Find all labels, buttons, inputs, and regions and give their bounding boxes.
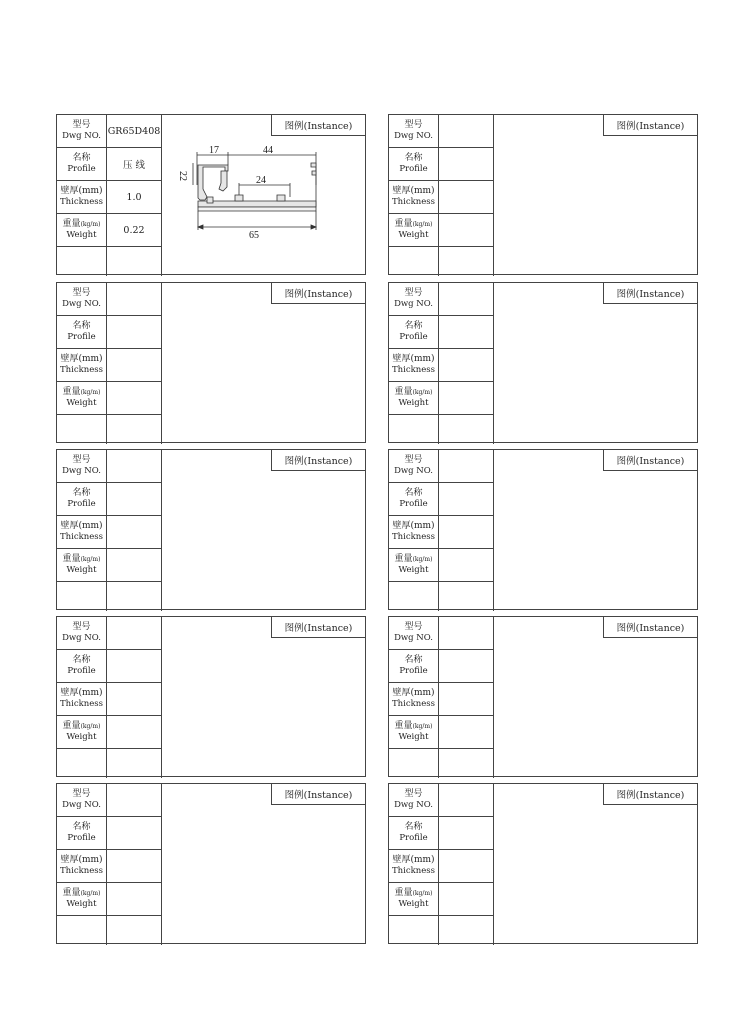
thickness-label [57,850,107,883]
weight-unit: (kg/m) [80,723,101,730]
thickness-label [389,349,439,382]
weight-value [107,716,162,749]
thickness-value [107,516,162,549]
weight-label [389,214,439,247]
profile-label-en: Profile [67,332,96,342]
weight-unit: (kg/m) [412,389,433,396]
thickness-label-cn: 壁厚 [60,521,79,531]
profile-label-cn: 名称 [72,655,91,665]
weight-value [107,549,162,582]
profile-label-en: Profile [67,666,96,676]
profile-label-cn: 名称 [72,321,91,331]
profile-card [388,282,698,443]
instance-header: 图例(Instance) [271,115,365,136]
profile-label-en: Profile [67,164,96,174]
weight-label-cn: 重量 [62,219,81,229]
profile-card [56,616,366,777]
instance-header: 图例(Instance) [603,450,697,471]
profile-cross-section-drawing [167,145,317,250]
weight-label-en: Weight [398,565,429,575]
instance-header: 图例(Instance) [271,450,365,471]
weight-value [107,883,162,916]
dwg-value [107,784,162,817]
profile-label [389,316,439,349]
weight-label [57,883,107,916]
dwg-label-en: Dwg NO. [62,131,101,141]
weight-label-en: Weight [66,899,97,909]
weight-unit: (kg/m) [412,556,433,563]
profile-card [56,282,366,443]
blank-label-cell [389,749,439,778]
profile-label-cn: 名称 [404,655,423,665]
weight-value: 0.22 [107,214,162,247]
profile-card [388,114,698,275]
dwg-label [57,450,107,483]
weight-label [389,549,439,582]
dwg-label-en: Dwg NO. [62,633,101,643]
dwg-label-en: Dwg NO. [394,633,433,643]
instance-header: 图例(Instance) [271,784,365,805]
weight-label-cn: 重量 [62,721,81,731]
profile-label [389,650,439,683]
profile-label [389,817,439,850]
blank-value-cell [439,415,494,444]
weight-label-cn: 重量 [394,721,413,731]
dim-44: 44 [263,145,273,156]
weight-label-cn: 重量 [394,387,413,397]
dwg-label [57,283,107,316]
profile-label-en: Profile [399,164,428,174]
instance-header: 图例(Instance) [603,283,697,304]
instance-header: 图例(Instance) [603,617,697,638]
weight-label-en: Weight [66,398,97,408]
profile-label-en: Profile [67,833,96,843]
blank-label-cell [57,582,107,611]
dwg-label [389,115,439,148]
dim-17: 17 [209,145,219,156]
profile-value [439,650,494,683]
profile-label-cn: 名称 [72,488,91,498]
thickness-value [439,683,494,716]
weight-unit: (kg/m) [80,221,101,228]
weight-value [439,883,494,916]
profile-label-en: Profile [399,833,428,843]
weight-unit: (kg/m) [80,389,101,396]
thickness-value [107,349,162,382]
profile-value [439,483,494,516]
dwg-label [389,283,439,316]
weight-label-en: Weight [398,230,429,240]
dwg-value [107,450,162,483]
thickness-unit: (mm) [78,855,103,865]
weight-label-cn: 重量 [62,888,81,898]
profile-label-cn: 名称 [404,488,423,498]
thickness-value [439,349,494,382]
profile-value: 压 线 [107,148,162,181]
weight-unit: (kg/m) [80,556,101,563]
thickness-label [57,683,107,716]
dwg-label-en: Dwg NO. [394,800,433,810]
dwg-label-en: Dwg NO. [62,466,101,476]
thickness-unit: (mm) [78,354,103,364]
thickness-unit: (mm) [78,186,103,196]
dim-22: 22 [177,171,188,181]
dwg-label [389,450,439,483]
blank-label-cell [389,415,439,444]
blank-label-cell [389,247,439,276]
profile-label-en: Profile [399,499,428,509]
profile-label-en: Profile [67,499,96,509]
thickness-unit: (mm) [410,688,435,698]
profile-value [107,316,162,349]
thickness-label [389,683,439,716]
blank-value-cell [107,415,162,444]
dwg-label-cn: 型号 [72,288,91,298]
weight-label [389,716,439,749]
dim-24: 24 [256,175,266,186]
instance-header: 图例(Instance) [603,115,697,136]
profile-card [56,114,366,275]
thickness-label-en: Thickness [391,365,435,375]
dwg-value: GR65D408 [107,115,162,148]
thickness-value: 1.0 [107,181,162,214]
weight-label-en: Weight [398,398,429,408]
profile-label-cn: 名称 [404,321,423,331]
weight-value [107,382,162,415]
thickness-label-en: Thickness [59,365,103,375]
profile-value [107,817,162,850]
profile-label [57,817,107,850]
profile-value [439,817,494,850]
thickness-unit: (mm) [410,186,435,196]
profile-label-cn: 名称 [72,822,91,832]
weight-unit: (kg/m) [80,890,101,897]
blank-label-cell [57,415,107,444]
thickness-label-en: Thickness [59,866,103,876]
dwg-label [57,617,107,650]
weight-value [439,382,494,415]
thickness-value [107,683,162,716]
thickness-label-en: Thickness [59,197,103,207]
dwg-label-en: Dwg NO. [394,466,433,476]
thickness-label-cn: 壁厚 [60,688,79,698]
profile-value [439,148,494,181]
profile-label [57,483,107,516]
dwg-label-cn: 型号 [404,622,423,632]
profile-value [107,650,162,683]
dwg-label-cn: 型号 [404,120,423,130]
thickness-label [389,181,439,214]
weight-unit: (kg/m) [412,723,433,730]
thickness-label-en: Thickness [391,532,435,542]
dwg-label-cn: 型号 [72,789,91,799]
weight-label-en: Weight [398,899,429,909]
thickness-label-en: Thickness [391,197,435,207]
profile-label [57,316,107,349]
profile-label [57,650,107,683]
blank-value-cell [439,916,494,945]
weight-label-en: Weight [398,732,429,742]
profile-card [388,783,698,944]
weight-label-en: Weight [66,565,97,575]
profile-label [389,483,439,516]
thickness-label-cn: 壁厚 [60,354,79,364]
profile-value [107,483,162,516]
profile-card [388,616,698,777]
thickness-value [107,850,162,883]
weight-unit: (kg/m) [412,221,433,228]
thickness-label-cn: 壁厚 [392,354,411,364]
weight-value [439,716,494,749]
blank-value-cell [107,247,162,276]
thickness-label-cn: 壁厚 [60,186,79,196]
thickness-label [57,181,107,214]
blank-value-cell [107,582,162,611]
thickness-label [389,850,439,883]
dim-65: 65 [249,230,259,241]
weight-label [57,716,107,749]
blank-value-cell [439,749,494,778]
thickness-label-cn: 壁厚 [392,688,411,698]
blank-value-cell [439,247,494,276]
dwg-value [439,115,494,148]
weight-label-cn: 重量 [394,219,413,229]
profile-label-en: Profile [399,332,428,342]
weight-value [439,214,494,247]
weight-label [57,382,107,415]
thickness-label-cn: 壁厚 [392,186,411,196]
thickness-label [389,516,439,549]
blank-label-cell [57,916,107,945]
thickness-label-en: Thickness [391,866,435,876]
thickness-unit: (mm) [410,354,435,364]
instance-header: 图例(Instance) [271,617,365,638]
weight-label [389,382,439,415]
blank-value-cell [439,582,494,611]
profile-card [56,449,366,610]
dwg-label-cn: 型号 [72,455,91,465]
thickness-label-en: Thickness [59,532,103,542]
dwg-label [389,784,439,817]
dwg-label-cn: 型号 [404,789,423,799]
dwg-label-en: Dwg NO. [394,131,433,141]
weight-unit: (kg/m) [412,890,433,897]
dwg-label-cn: 型号 [404,455,423,465]
blank-label-cell [57,247,107,276]
weight-label [389,883,439,916]
profile-label-cn: 名称 [404,153,423,163]
weight-label-cn: 重量 [62,387,81,397]
profile-label [57,148,107,181]
profile-value [439,316,494,349]
dwg-value [439,617,494,650]
thickness-label-en: Thickness [391,699,435,709]
weight-label-cn: 重量 [394,554,413,564]
instance-header: 图例(Instance) [603,784,697,805]
thickness-unit: (mm) [410,855,435,865]
thickness-unit: (mm) [410,521,435,531]
thickness-label-cn: 壁厚 [392,521,411,531]
thickness-label [57,516,107,549]
weight-label [57,214,107,247]
blank-label-cell [57,749,107,778]
dwg-value [107,283,162,316]
dwg-label-en: Dwg NO. [394,299,433,309]
blank-value-cell [107,916,162,945]
thickness-label [57,349,107,382]
dwg-label [57,784,107,817]
dwg-label [389,617,439,650]
thickness-value [439,850,494,883]
thickness-label-cn: 壁厚 [392,855,411,865]
profile-label [389,148,439,181]
blank-value-cell [107,749,162,778]
blank-label-cell [389,582,439,611]
profile-card [56,783,366,944]
weight-label-cn: 重量 [62,554,81,564]
weight-label-cn: 重量 [394,888,413,898]
dwg-label-en: Dwg NO. [62,299,101,309]
weight-label-en: Weight [66,732,97,742]
dwg-label-cn: 型号 [404,288,423,298]
weight-value [439,549,494,582]
blank-label-cell [389,916,439,945]
dwg-label [57,115,107,148]
dwg-label-en: Dwg NO. [62,800,101,810]
weight-label [57,549,107,582]
thickness-unit: (mm) [78,688,103,698]
profile-card [388,449,698,610]
dwg-value [107,617,162,650]
profile-label-cn: 名称 [404,822,423,832]
thickness-value [439,516,494,549]
dwg-value [439,784,494,817]
thickness-label-en: Thickness [59,699,103,709]
dwg-label-cn: 型号 [72,120,91,130]
profile-label-cn: 名称 [72,153,91,163]
thickness-value [439,181,494,214]
profile-label-en: Profile [399,666,428,676]
instance-header: 图例(Instance) [271,283,365,304]
dwg-label-cn: 型号 [72,622,91,632]
thickness-unit: (mm) [78,521,103,531]
weight-label-en: Weight [66,230,97,240]
thickness-label-cn: 壁厚 [60,855,79,865]
dwg-value [439,450,494,483]
dwg-value [439,283,494,316]
